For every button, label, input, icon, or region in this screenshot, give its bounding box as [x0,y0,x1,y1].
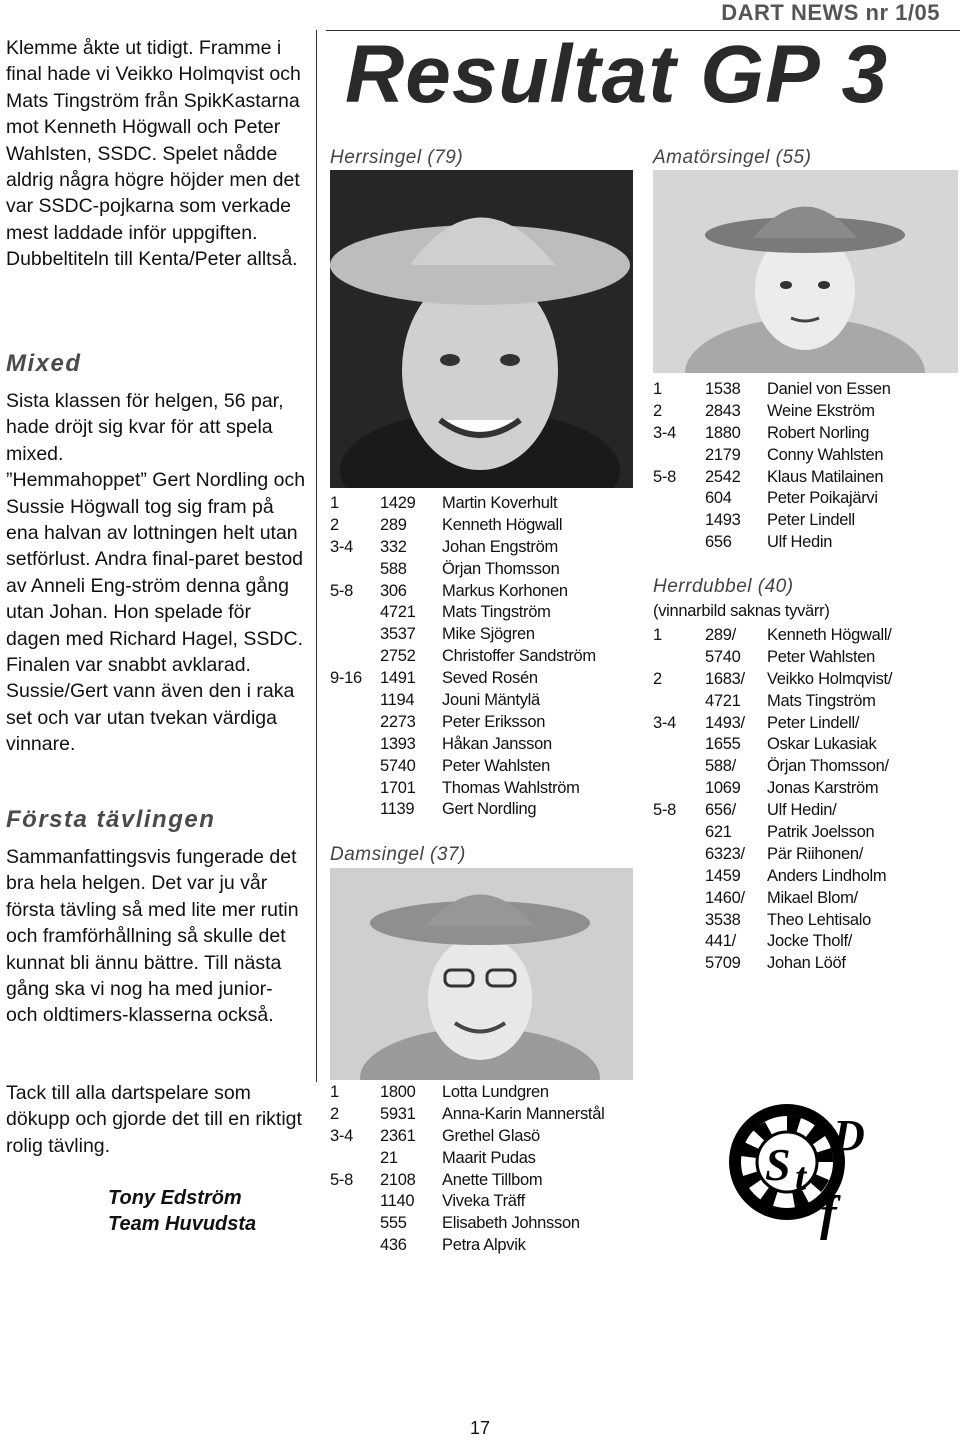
player-name: Markus Korhonen [442,581,568,600]
result-row [653,713,958,735]
herrsingel-heading: Herrsingel (79) [330,147,464,168]
result-row [330,624,630,646]
player-number: 1194 [380,691,415,710]
player-number: 1140 [380,1192,415,1211]
result-row [653,822,958,844]
player-number: 1493/ [705,713,745,732]
player-name: Maarit Pudas [442,1148,536,1167]
player-name: Mike Sjögren [442,625,535,644]
player-number: 1655 [705,735,741,754]
player-number: 5740 [705,647,741,666]
result-row [653,532,958,554]
result-row [653,778,958,800]
dartboard-logo-icon [725,1100,875,1240]
player-number: 1459 [705,866,741,885]
result-row [653,734,958,756]
result-row [330,1235,630,1257]
result-row [653,756,958,778]
player-number: 1701 [380,778,416,797]
result-row [330,1126,630,1148]
player-number: 2179 [705,445,741,464]
result-row [653,379,958,401]
amatorsingel-results [653,379,958,554]
svg-text:f: f [820,1185,837,1240]
player-number: 1069 [705,779,741,798]
result-row [653,488,958,510]
player-number: 5709 [705,954,741,973]
result-row [330,1191,630,1213]
player-name: Mats Tingström [767,691,876,710]
damsingel-heading: Damsingel (37) [330,844,466,865]
result-row [330,690,630,712]
result-row [330,1104,630,1126]
player-name: Martin Koverhult [442,494,558,512]
result-row [330,1082,630,1104]
player-name: Ulf Hedin [767,533,833,552]
player-name: Anna-Karin Mannerstål [442,1104,605,1123]
player-name: Peter Wahlsten [442,756,550,775]
player-number: 1139 [380,800,415,819]
player-name: Seved Rosén [442,669,538,688]
player-number: 555 [380,1214,407,1233]
amatorsingel-winner-photo [653,170,958,373]
player-number: 1683/ [705,669,745,688]
player-name: Örjan Thomsson [442,559,560,578]
player-name: Peter Wahlsten [767,647,875,666]
player-name: Ulf Hedin/ [767,801,837,820]
placing: 1 [330,1083,339,1101]
result-row [653,467,958,489]
result-row [330,1170,630,1192]
player-number: 289/ [705,626,736,644]
player-number: 1538 [705,380,741,398]
result-row [330,646,630,668]
player-name: Veikko Holmqvist/ [767,669,893,688]
result-row [330,668,630,690]
herrdubbel-note: (vinnarbild saknas tyvärr) [653,602,830,620]
player-number: 1491 [380,669,416,688]
damsingel-results [330,1082,630,1257]
player-number: 441/ [705,932,736,951]
herrdubbel-heading: Herrdubbel (40) [653,576,794,597]
amatorsingel-heading: Amatörsingel (55) [653,147,812,168]
thanks-section [6,1080,306,1159]
placing: 1 [653,626,662,644]
player-name: Peter Lindell/ [767,713,860,732]
damsingel-winner-photo [330,868,633,1080]
placing: 5-8 [330,581,353,600]
player-name: Conny Wahlsten [767,445,884,464]
svg-text:D: D [833,1111,865,1160]
player-name: Weine Ekström [767,401,875,420]
player-number: 1800 [380,1083,416,1101]
result-row [330,537,630,559]
signature [108,1185,256,1237]
result-row [653,647,958,669]
result-row [653,931,958,953]
placing: 2 [653,669,662,688]
player-number: 4721 [705,691,741,710]
player-number: 604 [705,489,732,508]
player-name: Patrik Joelsson [767,823,875,842]
player-name: Viveka Träff [442,1192,525,1211]
result-row [330,1213,630,1235]
page-number: 17 [470,1418,491,1438]
result-row [653,866,958,888]
player-name: Robert Norling [767,423,870,442]
player-name: Mikael Blom/ [767,888,858,907]
result-row [653,510,958,532]
player-number: 3538 [705,910,741,929]
result-row [653,888,958,910]
player-name: Thomas Wahlström [442,778,580,797]
player-number: 1393 [380,734,416,753]
thanks-paragraph: Tack till alla dartspelare som dökupp och gjorde det till en riktigt rolig tävling. [6,1082,302,1157]
mixed-paragraph-1: Sista klassen för helgen, 56 par, hade dröjt sig kvar för att spela mixed. [6,390,284,465]
player-number: 2108 [380,1170,416,1189]
player-number: 289 [380,515,407,534]
result-row [653,625,958,647]
placing: 5-8 [653,801,676,820]
player-name: Johan Engström [442,537,558,556]
player-number: 1880 [705,423,741,442]
first-competition-paragraph: Sammanfattingsvis fungerade det bra hela helgen. Det var ju vår första tävling så med lite mer rutin och framförhållning så skulle det kunnat bli ännu bättre. Till nästa gång ska vi nog ha med junior- och oldtimers-klasserna också. [6,846,299,1027]
result-row [653,953,958,975]
result-row [653,910,958,932]
intro-paragraph: Klemme åkte ut tidigt. Framme i final hade vi Veikko Holmqvist och Mats Tingström från SpikKastarna mot Kenneth Högwall och Peter Wahlsten, SSDC. Spelet nådde aldrig några högre höjder men det var SSDC-pojkarna som verkade mest laddade inför uppgiften. Dubbeltiteln till Kenta/Peter alltså. [6,37,301,271]
club-logo [725,1100,875,1240]
placing: 3-4 [330,537,353,556]
player-name: Örjan Thomsson/ [767,757,889,776]
result-row [653,800,958,822]
result-row [330,799,630,821]
player-number: 1429 [380,494,416,512]
player-number: 332 [380,537,407,556]
svg-text:S: S [765,1139,791,1190]
placing: 3-4 [653,713,676,732]
player-name: Anette Tillbom [442,1170,543,1189]
player-name: Gert Nordling [442,800,537,819]
result-row [330,493,630,515]
placing: 2 [653,401,662,420]
player-name: Jonas Karström [767,779,879,798]
result-row [653,401,958,423]
placing: 1 [653,380,662,398]
player-name: Peter Eriksson [442,712,546,731]
player-name: Jocke Tholf/ [767,932,853,951]
player-number: 1460/ [705,888,745,907]
signature-name: Tony Edström [108,1187,242,1209]
player-name: Lotta Lundgren [442,1083,549,1101]
result-row [653,691,958,713]
player-name: Petra Alpvik [442,1236,526,1255]
player-number: 588/ [705,757,736,776]
result-row [653,844,958,866]
player-number: 6323/ [705,844,745,863]
herrsingel-winner-photo [330,170,633,488]
placing: 1 [330,494,339,512]
player-name: Pär Riihonen/ [767,844,864,863]
player-name: Peter Lindell [767,511,855,530]
result-row [653,445,958,467]
player-name: Christoffer Sandström [442,647,596,666]
player-number: 2361 [380,1126,416,1145]
mixed-paragraph-2: ”Hemmahoppet” Gert Nordling och Sussie Högwall tog sig fram på ena halvan av lottningen helt utan setförlust. Andra final-paret bestod av Anneli Eng-ström denna gång utan Johan. Hon spelade för dagen med Richard Hagel, SSDC. Finalen var snabbt avklarad. Sussie/Gert vann även den i raka set och var utan tvekan värdiga vinnare. [6,469,306,756]
player-number: 588 [380,559,407,578]
player-name: Anders Lindholm [767,866,887,885]
placing: 3-4 [330,1126,353,1145]
player-number: 2273 [380,712,416,731]
player-number: 656 [705,533,732,552]
mixed-section [6,350,306,758]
player-number: 2752 [380,647,416,666]
player-name: Elisabeth Johnsson [442,1214,580,1233]
result-row [653,423,958,445]
page-title: Resultat GP 3 [345,29,889,120]
player-number: 21 [380,1148,398,1167]
player-number: 5931 [380,1104,416,1123]
player-name: Johan Lööf [767,954,846,973]
player-number: 656/ [705,801,736,820]
placing: 2 [330,515,339,534]
first-competition-heading: Första tävlingen [6,806,216,833]
first-competition-section [6,806,306,1029]
player-name: Klaus Matilainen [767,467,884,486]
player-number: 436 [380,1236,407,1255]
result-row [330,581,630,603]
herrsingel-results [330,493,630,821]
player-name: Daniel von Essen [767,380,891,398]
player-number: 4721 [380,603,416,622]
result-row [330,778,630,800]
left-column [6,35,306,273]
svg-text:t: t [795,1154,807,1199]
player-number: 5740 [380,756,416,775]
player-number: 2542 [705,467,741,486]
placing: 9-16 [330,669,362,688]
result-row [330,559,630,581]
player-number: 2843 [705,401,741,420]
result-row [330,1148,630,1170]
result-row [330,734,630,756]
column-rule [316,30,317,1082]
player-name: Jouni Mäntylä [442,691,540,710]
mixed-heading: Mixed [6,350,82,377]
player-number: 306 [380,581,407,600]
result-row [330,515,630,537]
herrdubbel-results [653,625,958,975]
masthead: DART NEWS nr 1/05 [721,0,940,25]
result-row [330,602,630,624]
player-name: Oskar Lukasiak [767,735,877,754]
player-name: Grethel Glasö [442,1126,540,1145]
player-number: 1493 [705,511,741,530]
player-name: Kenneth Högwall [442,515,563,534]
placing: 5-8 [653,467,676,486]
player-number: 621 [705,823,732,842]
result-row [653,669,958,691]
player-name: Kenneth Högwall/ [767,626,892,644]
player-name: Håkan Jansson [442,734,552,753]
result-row [330,712,630,734]
placing: 5-8 [330,1170,353,1189]
player-number: 3537 [380,625,416,644]
signature-team: Team Huvudsta [108,1213,257,1235]
result-row [330,756,630,778]
player-name: Mats Tingström [442,603,551,622]
player-name: Theo Lehtisalo [767,910,872,929]
placing: 2 [330,1104,339,1123]
player-name: Peter Poikajärvi [767,489,878,508]
placing: 3-4 [653,423,676,442]
